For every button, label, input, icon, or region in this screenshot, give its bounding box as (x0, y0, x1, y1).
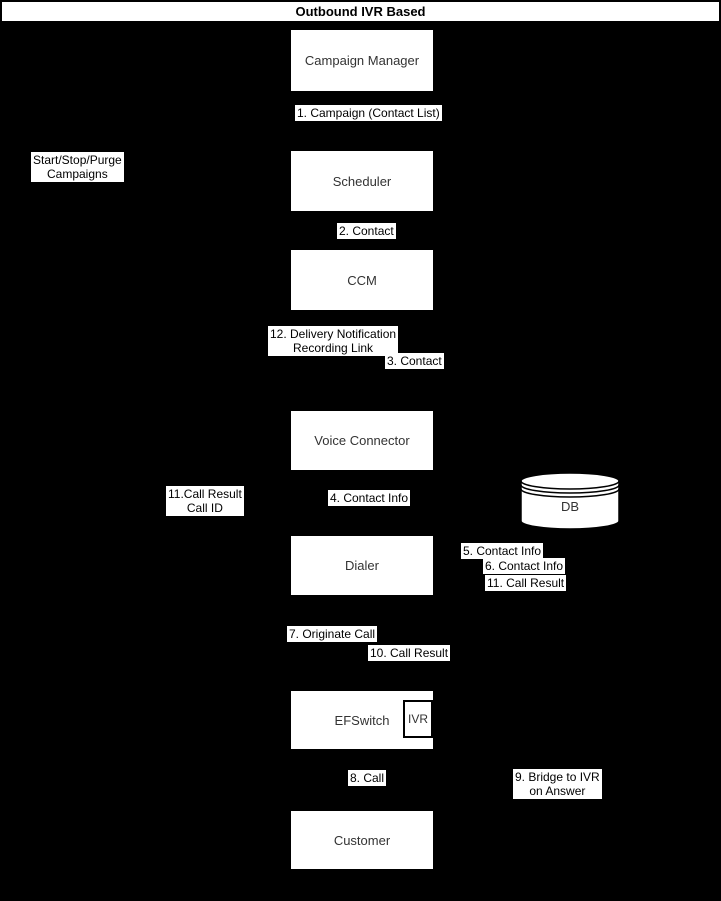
node-label: Campaign Manager (304, 53, 420, 68)
node-scheduler (291, 151, 433, 211)
label-2-contact (337, 223, 396, 239)
label-3-contact (385, 353, 444, 369)
flow-label-line: 11.Call Result (168, 487, 242, 501)
flow-label-line: Start/Stop/Purge (33, 153, 122, 167)
label-4-contact-info (328, 490, 410, 506)
label-11-call-result (485, 575, 566, 591)
diagram-title-bar (0, 0, 721, 23)
flow-label-line: Call ID (186, 501, 223, 515)
flow-label-line: 7. Originate Call (289, 627, 376, 641)
flow-label-line: 6. Contact Info (485, 559, 564, 573)
flow-label-line: 1. Campaign (Contact List) (297, 106, 440, 120)
flow-label-line: on Answer (529, 784, 586, 798)
flow-label-line: 8. Call (350, 771, 385, 785)
flow-label-line: Campaigns (47, 167, 108, 181)
node-label: EFSwitch (334, 712, 390, 728)
flow-label-line: 9. Bridge to IVR (515, 770, 600, 784)
label-8-call (348, 770, 386, 786)
label-9-bridge (513, 769, 602, 799)
node-dialer (291, 536, 433, 595)
flow-label-line: Recording Link (293, 341, 374, 355)
label-12-delivery (268, 326, 398, 356)
flow-label-line: 3. Contact (387, 354, 442, 368)
node-label: Scheduler (332, 173, 392, 189)
label-11-call-result-id (166, 486, 244, 516)
label-5-contact-info (461, 543, 543, 559)
node-customer (291, 811, 433, 869)
db-cylinder (520, 472, 620, 530)
node-label: Voice Connector (314, 433, 410, 448)
label-10-call-result (368, 645, 450, 661)
label-7-originate-call (287, 626, 377, 642)
node-label: Customer (333, 832, 391, 848)
flow-label-line: 11. Call Result (487, 576, 565, 590)
node-ivr (403, 700, 433, 738)
node-label: Dialer (345, 558, 379, 573)
node-label: CCM (347, 272, 377, 288)
label-6-contact-info (483, 558, 565, 574)
flow-label-line: 2. Contact (339, 224, 394, 238)
node-voice-connector (291, 411, 433, 470)
flow-label-line: 10. Call Result (370, 646, 449, 660)
node-campaign-manager (291, 30, 433, 91)
node-label: IVR (407, 712, 428, 726)
node-ccm (291, 250, 433, 310)
flow-label-line: 4. Contact Info (330, 491, 409, 505)
flow-label-line: 12. Delivery Notification (270, 327, 397, 341)
label-start-stop-purge (31, 152, 124, 182)
diagram-title: Outbound IVR Based (295, 4, 426, 19)
flow-label-line: 5. Contact Info (463, 544, 542, 558)
db-label: DB (560, 499, 580, 514)
label-1-campaign (295, 105, 442, 121)
